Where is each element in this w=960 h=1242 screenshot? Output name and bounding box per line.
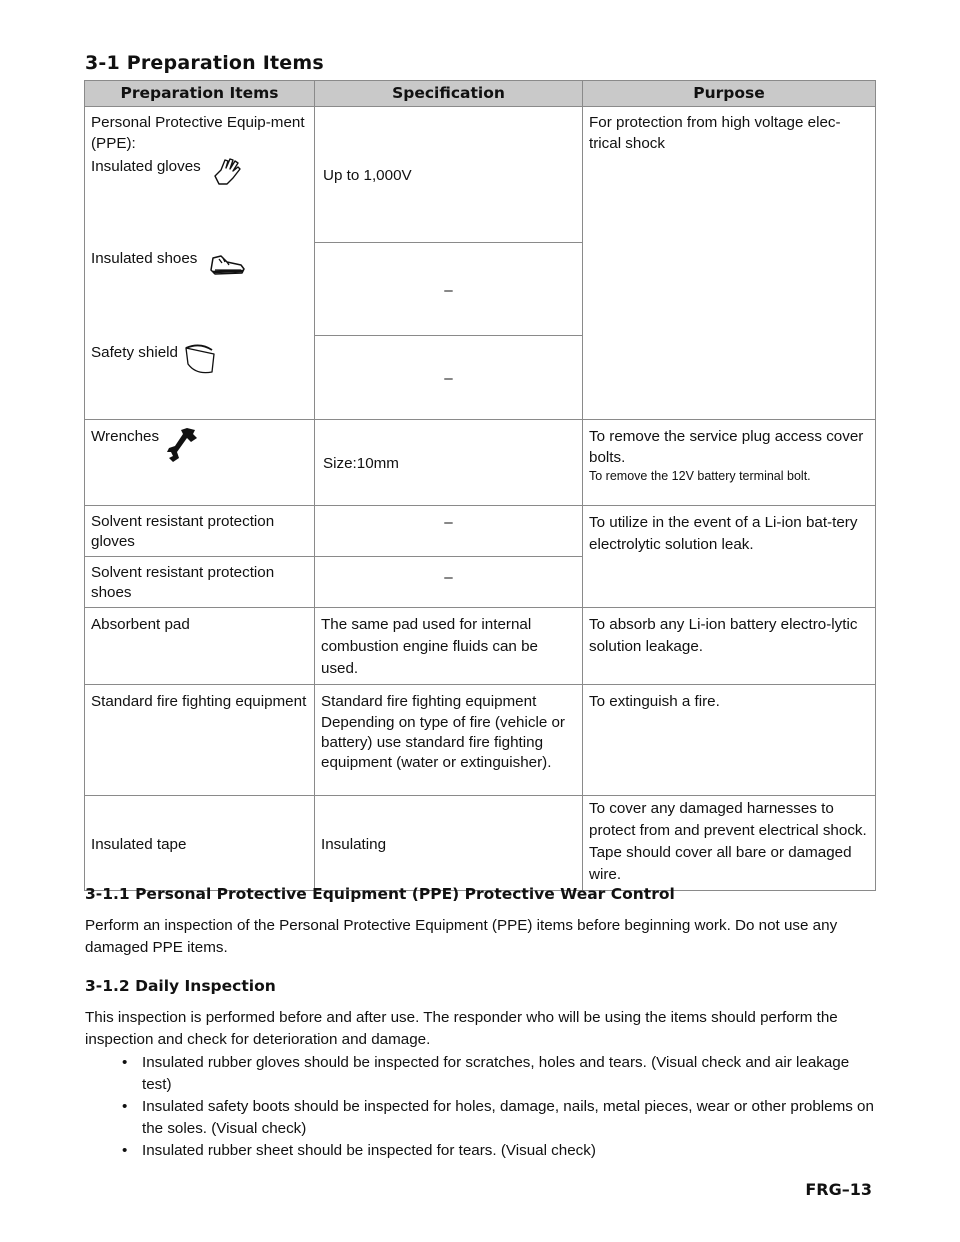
- header-purpose: Purpose: [583, 81, 876, 107]
- ppe-shield-spec: –: [315, 336, 583, 420]
- wrenches-item-cell: [85, 420, 315, 506]
- table-row: [85, 796, 876, 891]
- table-header-row: [85, 81, 876, 107]
- table-row: [85, 685, 876, 796]
- wrenches-label: Wrenches: [91, 428, 160, 445]
- fire-spec-cell: [315, 685, 583, 796]
- fire-purpose: To extinguish a fire.: [583, 685, 876, 796]
- section-title: 3-1 Preparation Items: [85, 52, 324, 74]
- subsection-ppe-body: Perform an inspection of the Personal Protective Equipment (PPE) items before beginning work. Do not use any damaged PPE items.: [85, 917, 838, 956]
- face-shield-icon: [182, 342, 218, 378]
- solvent-shoes-spec: –: [315, 557, 583, 608]
- ppe-items-cell: [85, 107, 315, 420]
- preparation-items-table: [84, 80, 876, 891]
- absorbent-item: Absorbent pad: [85, 608, 315, 685]
- ppe-shoes-spec: –: [315, 243, 583, 336]
- fire-spec-line1: Standard fire fighting equipment: [321, 693, 537, 710]
- shoe-icon: [207, 248, 247, 278]
- wrenches-spec: Size:10mm: [315, 420, 583, 506]
- solvent-purpose: To utilize in the event of a Li-ion bat-tery electrolytic solution leak.: [583, 506, 876, 608]
- solvent-shoes-item: Solvent resistant protection shoes: [85, 557, 315, 608]
- ppe-purpose: For protection from high voltage elec-trical shock: [583, 107, 876, 420]
- ppe-shield-item: [91, 342, 308, 378]
- ppe-gloves-spec: Up to 1,000V: [315, 107, 583, 243]
- list-item: • Insulated safety boots should be inspected for holes, damage, nails, metal pieces, wear or other problems on the soles. (Visual check): [120, 1096, 880, 1140]
- subsection-ppe-title: 3-1.1 Personal Protective Equipment (PPE) Protective Wear Control: [85, 885, 675, 903]
- wrenches-item: [91, 426, 308, 464]
- header-preparation-items: Preparation Items: [85, 81, 315, 107]
- ppe-gloves-label: Insulated gloves: [91, 158, 201, 175]
- fire-spec-line2: Depending on type of fire (vehicle or battery) use standard fire fighting equipment (water or extinguisher).: [321, 714, 565, 771]
- table-row: [85, 506, 876, 557]
- page-number: FRG–13: [805, 1180, 872, 1199]
- wrenches-purpose-note: To remove the 12V battery terminal bolt.: [589, 469, 811, 483]
- ppe-shoes-item: [91, 248, 308, 342]
- wrenches-purpose: To remove the service plug access cover bolts.: [589, 428, 864, 466]
- solvent-gloves-spec: –: [315, 506, 583, 557]
- ppe-shoes-label: Insulated shoes: [91, 250, 198, 267]
- subsection-daily-body: This inspection is performed before and after use. The responder who will be using the items should perform the inspection and check for deterioration and damage.: [85, 1009, 838, 1048]
- fire-item: Standard fire fighting equipment: [85, 685, 315, 796]
- table-row: [85, 420, 876, 506]
- gloves-icon: [211, 156, 247, 188]
- list-item: • Insulated rubber gloves should be inspected for scratches, holes and tears. (Visual check and air leakage test): [120, 1052, 880, 1096]
- header-specification: Specification: [315, 81, 583, 107]
- inspection-bullet-list: [120, 1052, 880, 1162]
- tape-spec: Insulating: [315, 796, 583, 891]
- tape-purpose: To cover any damaged harnesses to protect from and prevent electrical shock. Tape should cover all bare or damaged wire.: [583, 796, 876, 891]
- absorbent-purpose: To absorb any Li-ion battery electro-lytic solution leakage.: [583, 608, 876, 685]
- wrench-icon: [165, 426, 199, 464]
- subsection-daily-title: 3-1.2 Daily Inspection: [85, 977, 276, 995]
- wrenches-purpose-cell: [583, 420, 876, 506]
- table-row: [85, 608, 876, 685]
- solvent-gloves-item: Solvent resistant protection gloves: [85, 506, 315, 557]
- table-row: [85, 107, 876, 243]
- ppe-gloves-item: [91, 156, 308, 248]
- ppe-intro: Personal Protective Equip-ment (PPE):: [91, 114, 305, 152]
- list-item: • Insulated rubber sheet should be inspected for tears. (Visual check): [120, 1140, 880, 1162]
- ppe-shield-label: Safety shield: [91, 344, 178, 361]
- tape-item: Insulated tape: [85, 796, 315, 891]
- absorbent-spec: The same pad used for internal combustion engine fluids can be used.: [315, 608, 583, 685]
